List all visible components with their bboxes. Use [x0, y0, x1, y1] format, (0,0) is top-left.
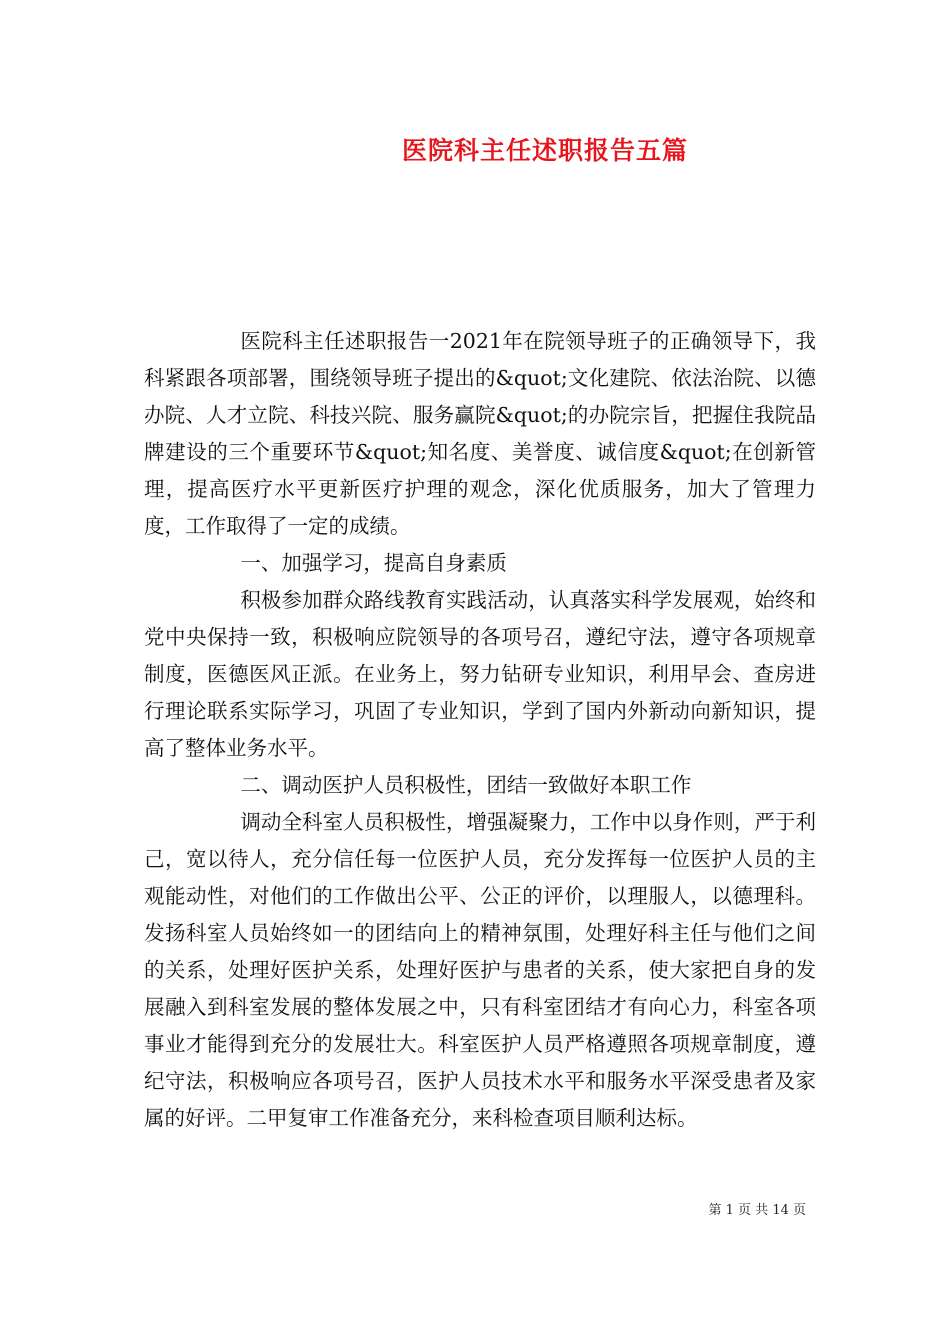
- paragraph-intro: 医院科主任述职报告一2021年在院领导班子的正确领导下，我科紧跟各项部署，围绕领导班子提出的&quot;文化建院、依法治院、以德办院、人才立院、科技兴院、服务赢院&quot;的办院宗旨，把握住我院品牌建设的三个重要环节&quot;知名度、美誉度、诚信度&quot;在创新管理，提高医疗水平更新医疗护理的观念，深化优质服务，加大了管理力度，工作取得了一定的成绩。: [144, 329, 816, 538]
- section-heading-1: 一、加强学习，提高自身素质: [240, 551, 507, 575]
- document-body: [144, 323, 816, 1137]
- document-title: 医院科主任述职报告五篇: [401, 136, 688, 165]
- paragraph-study: 积极参加群众路线教育实践活动，认真落实科学发展观，始终和党中央保持一致，积极响应院领导的各项号召，遵纪守法，遵守各项规章制度，医德医风正派。在业务上，努力钻研专业知识，利用早会、查房进行理论联系实际学习，巩固了专业知识，学到了国内外新动向新知识，提高了整体业务水平。: [144, 588, 816, 760]
- page-number-footer: 第 1 页 共 14 页: [708, 1203, 806, 1218]
- section-heading-2: 二、调动医护人员积极性，团结一致做好本职工作: [240, 773, 692, 797]
- paragraph-teamwork: 调动全科室人员积极性，增强凝聚力，工作中以身作则，严于利己，宽以待人，充分信任每一位医护人员，充分发挥每一位医护人员的主观能动性，对他们的工作做出公平、公正的评价，以理服人，以德理科。发扬科室人员始终如一的团结向上的精神氛围，处理好科主任与他们之间的关系，处理好医护关系，处理好医护与患者的关系，使大家把自身的发展融入到科室发展的整体发展之中，只有科室团结才有向心力，科室各项事业才能得到充分的发展壮大。科室医护人员严格遵照各项规章制度，遵纪守法，积极响应各项号召，医护人员技术水平和服务水平深受患者及家属的好评。二甲复审工作准备充分，来科检查项目顺利达标。: [144, 810, 816, 1130]
